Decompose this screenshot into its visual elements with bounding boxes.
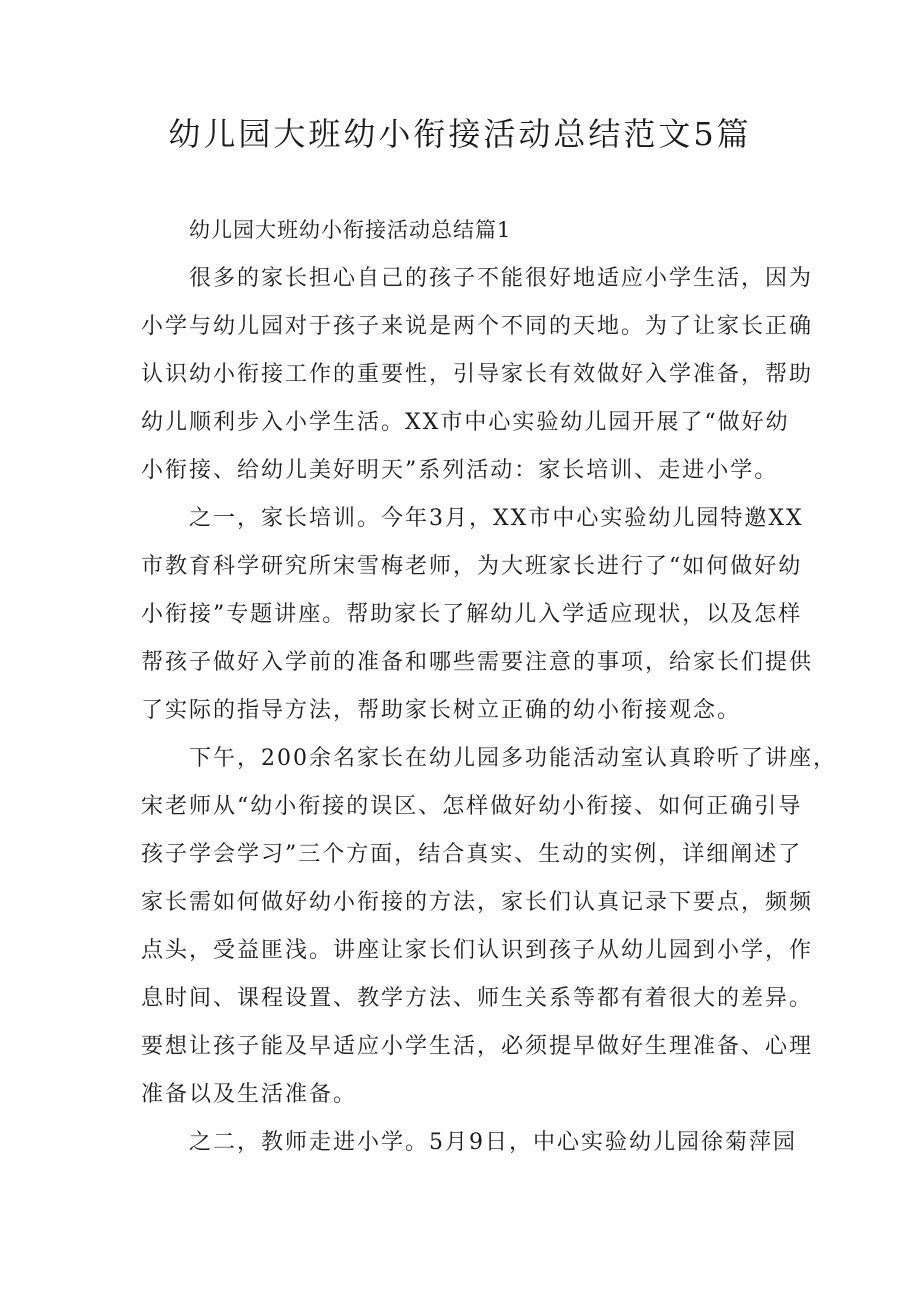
paragraph-line: 帮孩子做好入学前的准备和哪些需要注意的事项，给家长们提供: [141, 650, 814, 675]
paragraph-line: 小衔接”专题讲座。帮助家长了解幼儿入学适应现状，以及怎样: [141, 602, 803, 627]
paragraph: [141, 1128, 801, 1176]
paragraph: [141, 264, 814, 504]
paragraph-line: 很多的家长担心自己的孩子不能很好地适应小学生活，因为: [189, 266, 814, 291]
paragraph-line: 认识幼小衔接工作的重要性，引导家长有效做好入学准备，帮助: [141, 362, 814, 387]
paragraph: [141, 744, 837, 1128]
paragraph-line: 小衔接、给幼儿美好明天”系列活动：家长培训、走进小学。: [141, 458, 779, 483]
document-title: 幼儿园大班幼小衔接活动总结范文5篇: [168, 115, 752, 153]
paragraph-line: 下午，200余名家长在幼儿园多功能活动室认真聆听了讲座，: [189, 746, 837, 771]
paragraph-line: 市教育科学研究所宋雪梅老师，为大班家长进行了“如何做好幼: [141, 554, 803, 579]
paragraph-line: 小学与幼儿园对于孩子来说是两个不同的天地。为了让家长正确: [141, 314, 814, 339]
paragraph-list: [141, 264, 837, 1176]
paragraph-line: 孩子学会学习”三个方面，结合真实、生动的实例，详细阐述了: [141, 842, 803, 867]
paragraph: [141, 504, 814, 744]
paragraph-line: 家长需如何做好幼小衔接的方法，家长们认真记录下要点，频频: [141, 890, 814, 915]
paragraph-line: 宋老师从“幼小衔接的误区、怎样做好幼小衔接、如何正确引导: [141, 794, 803, 819]
paragraph-line: 要想让孩子能及早适应小学生活，必须提早做好生理准备、心理: [141, 1034, 814, 1059]
paragraph-line: 之二，教师走进小学。5月9日，中心实验幼儿园徐菊萍园: [189, 1130, 797, 1155]
section-heading: 幼儿园大班幼小衔接活动总结篇1: [189, 218, 512, 242]
paragraph-line: 了实际的指导方法，帮助家长树立正确的幼小衔接观念。: [141, 698, 742, 723]
paragraph-line: 幼儿顺利步入小学生活。XX市中心实验幼儿园开展了“做好幼: [141, 410, 790, 435]
paragraph-line: 之一，家长培训。今年3月，XX市中心实验幼儿园特邀XX: [189, 506, 804, 531]
document-body: [141, 218, 837, 1176]
paragraph-line: 准备以及生活准备。: [141, 1082, 358, 1107]
paragraph-line: 点头，受益匪浅。讲座让家长们认识到孩子从幼儿园到小学，作: [141, 938, 814, 963]
paragraph-line: 息时间、课程设置、教学方法、师生关系等都有着很大的差异。: [141, 986, 814, 1011]
